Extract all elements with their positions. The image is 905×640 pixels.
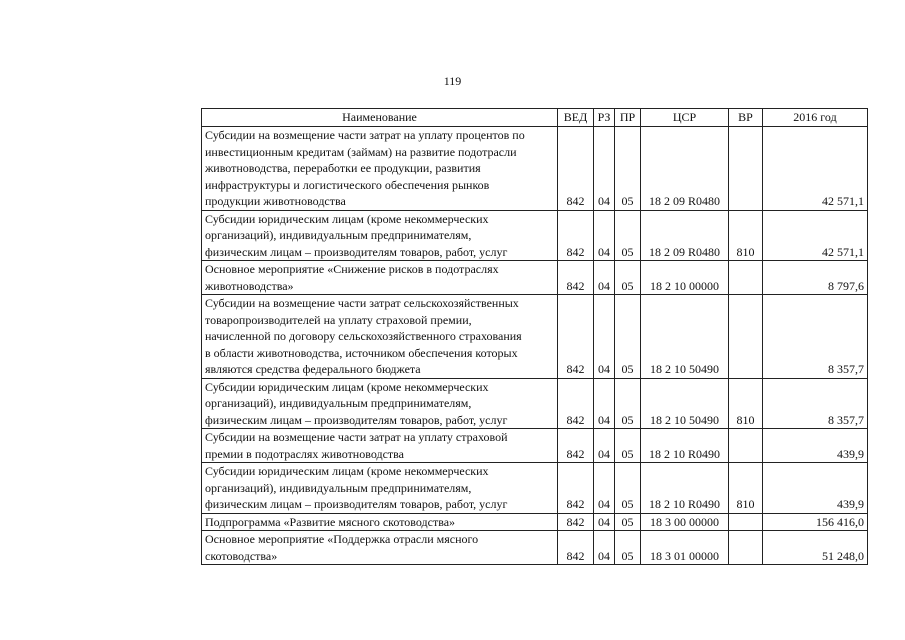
name-line: инвестиционным кредитам (займам) на развитие подотрасли [205,144,517,159]
name-line: скотоводства» [205,548,278,563]
cell-ved: 842 [558,429,594,463]
cell-name [202,127,558,211]
name-line: товаропроизводителей на уплату страховой премии, [205,312,472,327]
table-body [202,127,868,565]
name-line: животноводства, переработки ее продукции, развития [205,161,481,175]
cell-pr: 05 [615,295,641,379]
cell-rz: 04 [594,210,615,261]
name-line: Субсидии юридическим лицам (кроме некоммерческих [205,464,489,478]
table-row [202,513,868,531]
cell-rz: 04 [594,378,615,429]
cell-vr [729,127,763,211]
cell-pr: 05 [615,463,641,514]
cell-vr [729,531,763,565]
page-number: 119 [443,74,462,88]
name-line: Субсидии юридическим лицам (кроме некоммерческих [205,211,489,226]
cell-vr: 810 [729,210,763,261]
table-row [202,210,868,261]
cell-amount: 42 571,1 [763,127,868,211]
name-line: являются средства федерального бюджета [205,362,421,376]
cell-ved: 842 [558,378,594,429]
cell-pr: 05 [615,513,641,531]
name-line: Подпрограмма «Развитие мясного скотоводства» [205,514,456,529]
name-line: животноводства» [205,278,294,293]
name-line: физическим лицам – производителям товаров, работ, услуг [205,244,508,259]
cell-rz: 04 [594,513,615,531]
cell-csr: 18 2 10 50490 [641,378,729,429]
name-line: Субсидии на возмещение части затрат на уплату процентов по [205,128,525,142]
name-line: начисленной по договору сельскохозяйственного страхования [205,329,522,343]
table-row [202,463,868,514]
cell-amount: 8 357,7 [763,295,868,379]
cell-ved: 842 [558,295,594,379]
name-line: организаций), индивидуальным предпринимателям, [205,228,472,242]
table-row [202,378,868,429]
name-line: организаций), индивидуальным предпринимателям, [205,396,472,410]
cell-rz: 04 [594,463,615,514]
cell-vr [729,429,763,463]
cell-rz: 04 [594,295,615,379]
name-line: продукции животноводства [205,194,346,208]
cell-ved: 842 [558,463,594,514]
cell-csr: 18 2 10 00000 [641,261,729,295]
cell-amount: 439,9 [763,463,868,514]
cell-csr: 18 2 10 R0490 [641,429,729,463]
cell-vr [729,513,763,531]
budget-table [201,108,868,565]
table-row [202,127,868,211]
name-line: в области животноводства, источником обеспечения которых [205,345,518,360]
name-line: инфраструктуры и логистического обеспечения рынков [205,177,490,192]
cell-ved: 842 [558,210,594,261]
cell-rz: 04 [594,261,615,295]
cell-name [202,429,558,463]
table-header-row [202,109,868,127]
name-line: физическим лицам – производителям товаров, работ, услуг [205,497,508,511]
header-amount: 2016 год [763,109,868,127]
cell-pr: 05 [615,429,641,463]
cell-ved: 842 [558,261,594,295]
cell-csr: 18 2 09 R0480 [641,127,729,211]
table-row [202,295,868,379]
name-line: Субсидии юридическим лицам (кроме некоммерческих [205,379,489,394]
cell-amount: 42 571,1 [763,210,868,261]
cell-ved: 842 [558,531,594,565]
cell-ved: 842 [558,513,594,531]
cell-vr: 810 [729,378,763,429]
table-row [202,531,868,565]
cell-amount: 439,9 [763,429,868,463]
header-name: Наименование [202,109,558,127]
cell-ved: 842 [558,127,594,211]
cell-name [202,531,558,565]
cell-rz: 04 [594,531,615,565]
cell-vr: 810 [729,463,763,514]
header-rz: РЗ [594,109,615,127]
cell-pr: 05 [615,210,641,261]
cell-csr: 18 3 00 00000 [641,513,729,531]
cell-pr: 05 [615,261,641,295]
cell-name [202,463,558,514]
name-line: физическим лицам – производителям товаров, работ, услуг [205,412,508,427]
cell-csr: 18 2 10 R0490 [641,463,729,514]
name-line: Основное мероприятие «Поддержка отрасли мясного [205,532,479,546]
cell-csr: 18 2 10 50490 [641,295,729,379]
cell-rz: 04 [594,127,615,211]
cell-rz: 04 [594,429,615,463]
cell-name [202,378,558,429]
name-line: премии в подотраслях животноводства [205,446,404,461]
header-ved: ВЕД [558,109,594,127]
cell-name [202,210,558,261]
cell-vr [729,295,763,379]
cell-pr: 05 [615,378,641,429]
table-row [202,429,868,463]
name-line: Субсидии на возмещение части затрат сельскохозяйственных [205,296,519,310]
cell-csr: 18 2 09 R0480 [641,210,729,261]
cell-csr: 18 3 01 00000 [641,531,729,565]
cell-amount: 8 797,6 [763,261,868,295]
name-line: организаций), индивидуальным предпринимателям, [205,480,472,495]
cell-name [202,513,558,531]
cell-name [202,261,558,295]
cell-amount: 51 248,0 [763,531,868,565]
cell-pr: 05 [615,531,641,565]
cell-amount: 8 357,7 [763,378,868,429]
name-line: Субсидии на возмещение части затрат на уплату страховой [205,430,508,444]
cell-amount: 156 416,0 [763,513,868,531]
header-pr: ПР [615,109,641,127]
cell-name [202,295,558,379]
cell-pr: 05 [615,127,641,211]
name-line: Основное мероприятие «Снижение рисков в подотраслях [205,262,499,276]
header-vr: ВР [729,109,763,127]
table-row [202,261,868,295]
header-csr: ЦСР [641,109,729,127]
cell-vr [729,261,763,295]
